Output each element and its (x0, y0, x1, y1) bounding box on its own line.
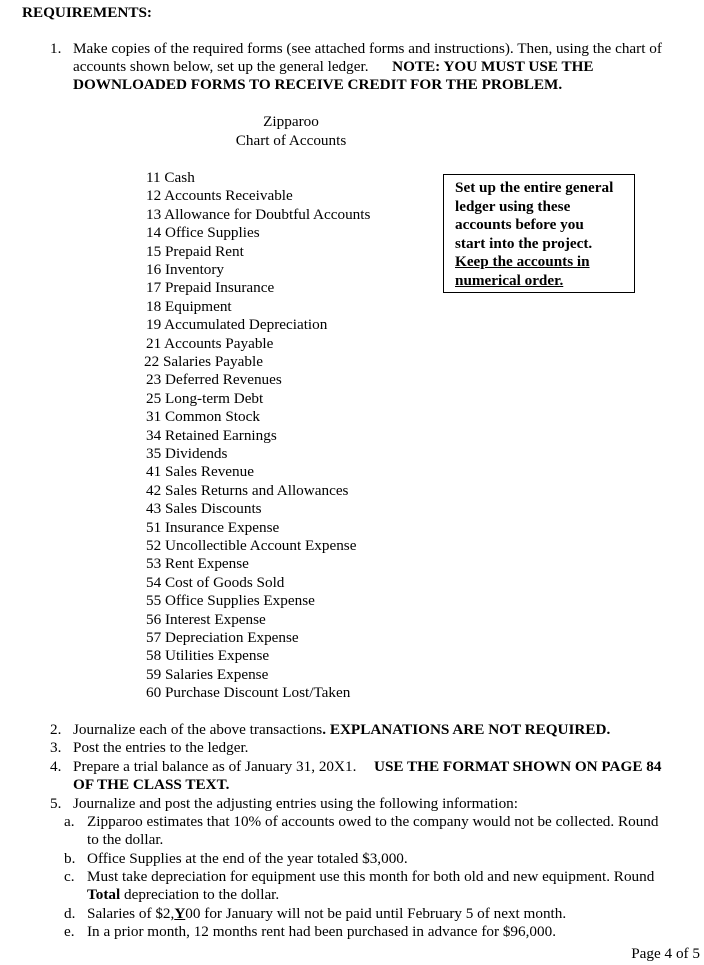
account-item: 51 Insurance Expense (146, 518, 280, 536)
account-item: 35 Dividends (146, 445, 228, 462)
account-item: 25 Long-term Debt (146, 389, 264, 407)
item-d-mark: Y (174, 905, 186, 922)
req5-text: Journalize and post the adjusting entries using the following information: (73, 795, 518, 812)
company-name: Zipparoo (263, 113, 319, 130)
account-item: 59 Salaries Expense (146, 665, 269, 683)
note-box (443, 174, 635, 293)
req2-text (73, 721, 610, 739)
req1-line1: Make copies of the required forms (see attached forms and instructions). Then, using the chart of (73, 40, 662, 57)
account-item: 11 Cash (146, 169, 195, 186)
account-item: 53 Rent Expense (146, 555, 249, 573)
account-item: 22 Salaries Payable (144, 353, 263, 370)
req2-plain: Journalize each of the above transactions (73, 721, 323, 738)
item-e-label: e. (64, 923, 75, 940)
item-e-text: In a prior month, 12 months rent had been purchased in advance for $96,000. (87, 923, 556, 940)
item-c-bold: Total (87, 886, 121, 903)
page-number: Page 4 of 5 (631, 945, 700, 962)
account-item: 15 Prepaid Rent (146, 242, 244, 260)
note-line: Set up the entire general (455, 179, 614, 196)
item-a-line2: to the dollar. (87, 831, 164, 848)
note-line: ledger using these (455, 197, 571, 215)
item-b-text: Office Supplies at the end of the year totaled $3,000. (87, 850, 408, 867)
req2-number: 2. (50, 721, 62, 738)
note-line-underlined: numerical order. (455, 271, 564, 289)
item-c-line1: Must take depreciation for equipment use this month for both old and new equipment. Round (87, 868, 655, 885)
req4-line1 (73, 758, 661, 776)
req4-plain: Prepare a trial balance as of January 31, 20X1. (73, 758, 357, 775)
item-a-line1: Zipparoo estimates that 10% of accounts owed to the company would not be collected. Round (87, 813, 659, 830)
account-item: 16 Inventory (146, 261, 225, 278)
item-d-text (87, 905, 566, 923)
item-a-label: a. (64, 813, 75, 830)
req1-number: 1. (50, 40, 62, 57)
req4-number: 4. (50, 758, 62, 775)
account-item: 52 Uncollectible Account Expense (146, 537, 357, 554)
account-item: 31 Common Stock (146, 408, 260, 426)
account-item: 58 Utilities Expense (146, 647, 270, 665)
account-item: 57 Depreciation Expense (146, 629, 299, 646)
account-item: 14 Office Supplies (146, 224, 260, 242)
req1-line2 (73, 58, 594, 76)
item-b-label: b. (64, 850, 76, 867)
account-item: 21 Accounts Payable (146, 334, 274, 352)
req1-line2-bold: NOTE: YOU MUST USE THE (392, 58, 594, 75)
account-item: 55 Office Supplies Expense (146, 592, 315, 610)
account-item: 42 Sales Returns and Allowances (146, 481, 349, 499)
note-line: start into the project. (455, 234, 593, 252)
item-c-label: c. (64, 868, 75, 885)
account-item: 43 Sales Discounts (146, 500, 262, 518)
account-item: 34 Retained Earnings (146, 426, 277, 444)
item-d-pre: Salaries of $2, (87, 905, 175, 922)
account-item: 60 Purchase Discount Lost/Taken (146, 684, 351, 702)
account-item: 54 Cost of Goods Sold (146, 573, 285, 591)
note-line-underlined: Keep the accounts in (455, 253, 590, 271)
account-item: 18 Equipment (146, 297, 232, 315)
chart-title: Chart of Accounts (235, 132, 347, 149)
item-c-line2 (87, 886, 279, 904)
account-item: 12 Accounts Receivable (146, 187, 293, 205)
item-d-label: d. (64, 905, 76, 922)
req2-bold: . EXPLANATIONS ARE NOT REQUIRED. (322, 721, 611, 738)
req4-bold: USE THE FORMAT SHOWN ON PAGE 84 (373, 758, 662, 775)
account-item: 13 Allowance for Doubtful Accounts (146, 205, 371, 223)
requirements-heading: REQUIREMENTS: (22, 4, 152, 21)
req1-line2-plain: accounts shown below, set up the general ledger. (73, 58, 369, 75)
req4-line2: OF THE CLASS TEXT. (73, 776, 230, 793)
item-d-post: 00 for January will not be paid until February 5 of next month. (185, 905, 567, 922)
item-c-rest: depreciation to the dollar. (120, 886, 280, 903)
req3-text: Post the entries to the ledger. (73, 739, 249, 756)
account-item: 17 Prepaid Insurance (146, 279, 275, 297)
account-item: 41 Sales Revenue (146, 463, 254, 481)
account-item: 23 Deferred Revenues (146, 371, 282, 389)
account-item: 19 Accumulated Depreciation (146, 316, 328, 334)
req3-number: 3. (50, 739, 62, 756)
account-item: 56 Interest Expense (146, 610, 266, 628)
req1-line3: DOWNLOADED FORMS TO RECEIVE CREDIT FOR THE PROBLEM. (73, 76, 563, 93)
req5-number: 5. (50, 795, 62, 812)
note-line: accounts before you (455, 216, 584, 234)
